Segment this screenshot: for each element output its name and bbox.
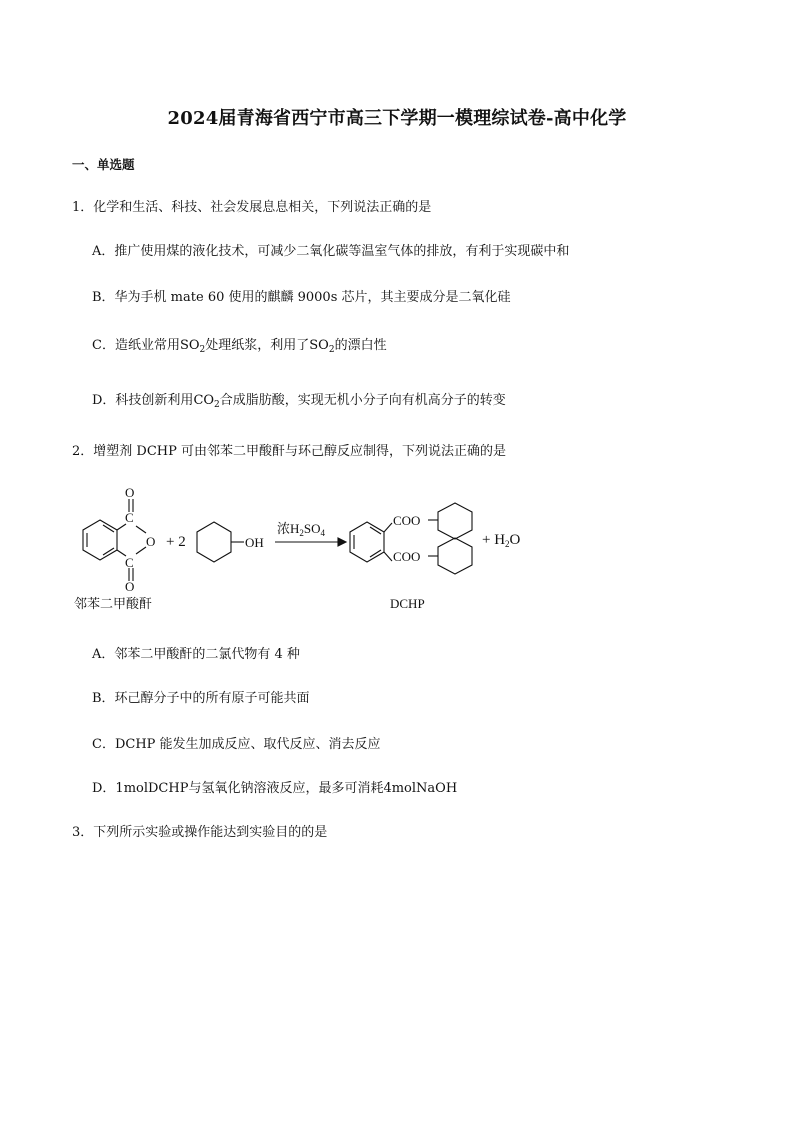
cyclohexane-ring	[197, 522, 231, 562]
carbonyl-oxygen-top: O	[125, 485, 135, 500]
page-title: 2024届青海省西宁市高三下学期一模理综试卷-高中化学	[167, 108, 627, 129]
option-c-middle: 处理纸浆，利用了	[205, 338, 310, 353]
carbonyl-carbon-top: C	[125, 510, 134, 525]
hydroxyl-group: OH	[245, 535, 264, 550]
product-cyclohexane-ring-top	[438, 503, 472, 539]
catalyst-label: 浓$H_2SO_4$	[277, 521, 326, 538]
question-2-option-b: B．环己醇分子中的所有原子可能共面	[92, 691, 310, 706]
reactant-label: 邻苯二甲酸酐	[74, 596, 153, 611]
option-d-suffix: 合成脂肪酸，实现无机小分子向有机高分子的转变	[219, 393, 506, 408]
so2-formula: $SO_2$	[309, 338, 335, 355]
ring-oxygen: O	[146, 534, 156, 549]
plus-two: + 2	[166, 534, 186, 550]
option-c-prefix: C．造纸业常用	[92, 338, 180, 353]
question-1-option-d	[92, 389, 506, 408]
question-1-option-b: B．华为手机 mate 60 使用的麒麟 9000s 芯片，其主要成分是二氧化硅	[92, 290, 511, 305]
reaction-scheme-svg	[70, 478, 540, 618]
question-2-stem: 2．增塑剂 DCHP 可由邻苯二甲酸酐与环己醇反应制得，下列说法正确的是	[72, 444, 506, 459]
benzene-ring	[83, 520, 117, 560]
section-heading: 一、单选题	[72, 157, 135, 172]
product-cyclohexane-ring-bottom	[438, 538, 472, 574]
reaction-diagram	[70, 478, 540, 618]
carbonyl-carbon-bottom: C	[125, 555, 134, 570]
carbonyl-oxygen-bottom: O	[125, 579, 135, 594]
question-2-option-d: D．1molDCHP与氢氧化钠溶液反应，最多可消耗4molNaOH	[92, 781, 458, 796]
question-3-stem: 3．下列所示实验或操作能达到实验目的的是	[72, 825, 328, 840]
question-1-option-a: A．推广使用煤的液化技术，可减少二氧化碳等温室气体的排放，有利于实现碳中和	[92, 244, 570, 259]
co2-formula: $CO_2$	[193, 393, 220, 410]
product-label: DCHP	[390, 596, 425, 611]
question-2-option-a: A．邻苯二甲酸酐的二氯代物有 4 种	[92, 647, 300, 662]
question-1-stem: 1．化学和生活、科技、社会发展息息相关，下列说法正确的是	[72, 200, 432, 215]
product-benzene-ring	[350, 522, 384, 562]
question-2-option-c: C．DCHP 能发生加成反应、取代反应、消去反应	[92, 737, 381, 752]
ester-group-top: COO	[393, 513, 421, 528]
question-1-option-c	[92, 334, 387, 353]
ester-group-bottom: COO	[393, 549, 421, 564]
plus-water: + $H_2O$	[482, 532, 521, 549]
option-d-prefix: D．科技创新利用	[92, 393, 194, 408]
so2-formula: $SO_2$	[179, 338, 206, 355]
option-c-suffix: 的漂白性	[334, 338, 387, 353]
